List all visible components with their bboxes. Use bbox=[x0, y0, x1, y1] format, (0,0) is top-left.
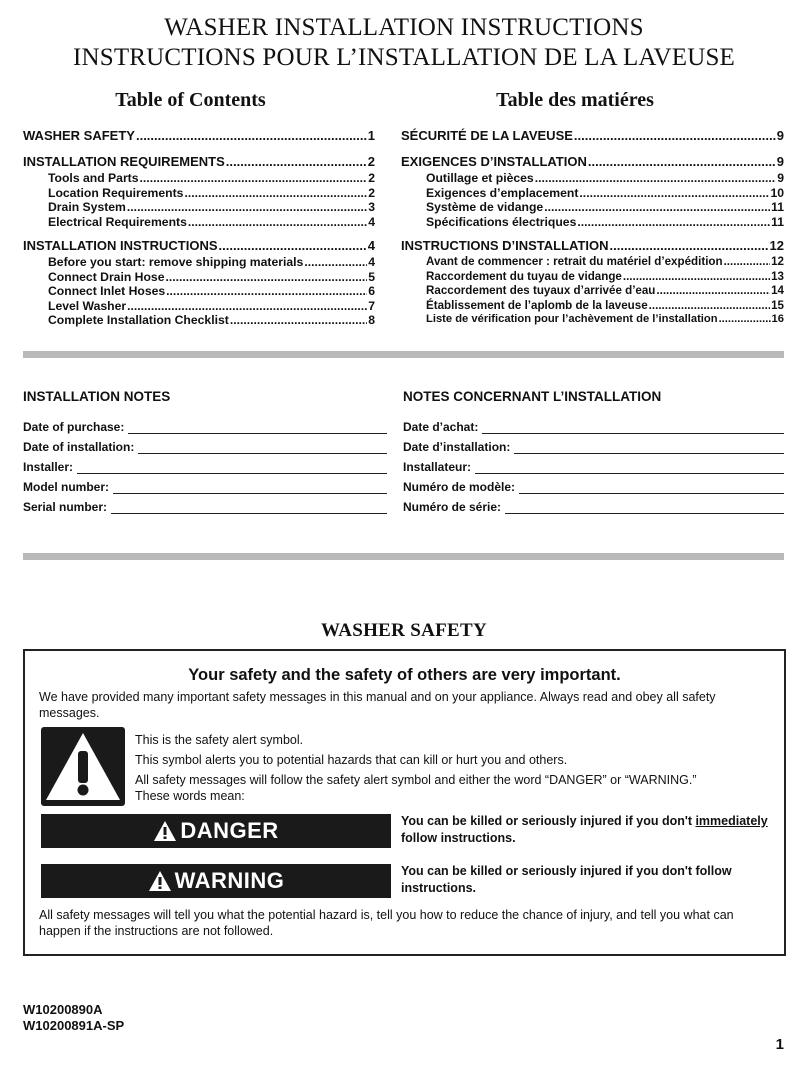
safety-box-heading: Your safety and the safety of others are very important. bbox=[188, 666, 621, 684]
toc-entry[interactable]: INSTALLATION REQUIREMENTS ..... 2 bbox=[23, 154, 375, 171]
note-field[interactable]: Date d’installation: bbox=[403, 434, 784, 454]
symbol-line-3: All safety messages will follow the safety alert symbol and either the word “DANGER” or “WARNING.” bbox=[135, 773, 697, 787]
section-title-washer-safety: WASHER SAFETY bbox=[321, 620, 487, 641]
safety-closing: All safety messages will tell you what the potential hazard is, tell you how to reduce the chance of injury, and tell you what can happen if the instructions are not followed. bbox=[39, 908, 734, 938]
note-field[interactable]: Date of installation: bbox=[23, 434, 387, 454]
toc-subentry[interactable]: Location Requirements ..... 2 bbox=[23, 186, 375, 201]
toc-subentry[interactable]: Outillage et pièces ..... 9 bbox=[401, 171, 784, 186]
fill-line[interactable] bbox=[128, 420, 387, 434]
warning-description: You can be killed or seriously injured if you don't follow instructions. bbox=[401, 864, 732, 895]
warning-banner: WARNING bbox=[41, 864, 391, 898]
toc-french bbox=[401, 128, 784, 328]
symbol-line-2: This symbol alerts you to potential hazards that can kill or hurt you and others. bbox=[135, 753, 568, 767]
note-field[interactable]: Installateur: bbox=[403, 454, 784, 474]
toc-heading-french: Table des matiéres bbox=[496, 89, 654, 111]
toc-subentry[interactable]: Level Washer ..... 7 bbox=[23, 299, 375, 314]
toc-subentry[interactable]: Avant de commencer : retrait du matériel d’expédition ..... 12 bbox=[401, 255, 784, 270]
toc-entry[interactable]: WASHER SAFETY ..... 1 bbox=[23, 128, 375, 145]
toc-subentry[interactable]: Établissement de l’aplomb de la laveuse ..... 15 bbox=[401, 299, 784, 314]
toc-entry[interactable]: INSTALLATION INSTRUCTIONS ..... 4 bbox=[23, 238, 375, 255]
danger-banner: DANGER bbox=[41, 814, 391, 848]
toc-subentry[interactable]: Connect Inlet Hoses ..... 6 bbox=[23, 284, 375, 299]
doc-code-1: W10200890A bbox=[23, 1002, 103, 1017]
toc-entry[interactable]: INSTRUCTIONS D’INSTALLATION ..... 12 bbox=[401, 238, 784, 255]
doc-code-2: W10200891A-SP bbox=[23, 1018, 125, 1033]
fill-line[interactable] bbox=[77, 460, 387, 474]
fill-line[interactable] bbox=[111, 500, 387, 514]
safety-box bbox=[23, 649, 786, 956]
notes-form-english bbox=[23, 414, 387, 514]
title-french: INSTRUCTIONS POUR L’INSTALLATION DE LA LAVEUSE bbox=[72, 44, 736, 71]
note-field[interactable]: Date of purchase: bbox=[23, 414, 387, 434]
fill-line[interactable] bbox=[519, 480, 784, 494]
toc-subentry[interactable]: Exigences d’emplacement ..... 10 bbox=[401, 186, 784, 201]
toc-subentry[interactable]: Drain System ..... 3 bbox=[23, 200, 375, 215]
safety-intro: We have provided many important safety messages in this manual and on your appliance. Always read and obey all safety messages. bbox=[39, 690, 716, 720]
document-codes bbox=[23, 1002, 124, 1034]
note-field[interactable]: Serial number: bbox=[23, 494, 387, 514]
warning-triangle-icon bbox=[41, 727, 125, 806]
toc-heading-english: Table of Contents bbox=[115, 89, 266, 111]
toc-subentry[interactable]: Liste de vérification pour l’achèvement de l’installation ..... 16 bbox=[401, 313, 784, 328]
note-field[interactable]: Installer: bbox=[23, 454, 387, 474]
toc-subentry[interactable]: Connect Drain Hose ..... 5 bbox=[23, 270, 375, 285]
note-field[interactable]: Numéro de série: bbox=[403, 494, 784, 514]
toc-subentry[interactable]: Système de vidange ..... 11 bbox=[401, 200, 784, 215]
note-field[interactable]: Model number: bbox=[23, 474, 387, 494]
toc-entry[interactable]: SÉCURITÉ DE LA LAVEUSE ..... 9 bbox=[401, 128, 784, 145]
safety-alert-symbol bbox=[41, 727, 125, 806]
danger-description: You can be killed or seriously injured if you don't immediately follow instructions. bbox=[401, 814, 768, 845]
fill-line[interactable] bbox=[113, 480, 387, 494]
symbol-line-1: This is the safety alert symbol. bbox=[135, 733, 304, 747]
notes-form-french bbox=[403, 414, 784, 514]
alert-triangle-icon bbox=[148, 870, 172, 892]
toc-subentry[interactable]: Raccordement du tuyau de vidange ..... 13 bbox=[401, 270, 784, 285]
fill-line[interactable] bbox=[514, 440, 784, 454]
title-english: WASHER INSTALLATION INSTRUCTIONS bbox=[164, 14, 644, 41]
toc-subentry[interactable]: Tools and Parts ..... 2 bbox=[23, 171, 375, 186]
fill-line[interactable] bbox=[475, 460, 784, 474]
notes-heading-english: INSTALLATION NOTES bbox=[23, 389, 171, 404]
toc-subentry[interactable]: Raccordement des tuyaux d’arrivée d’eau ..... 14 bbox=[401, 284, 784, 299]
page-number: 1 bbox=[775, 1036, 784, 1053]
toc-subentry[interactable]: Before you start: remove shipping materials ..... 4 bbox=[23, 255, 375, 270]
toc-subentry[interactable]: Complete Installation Checklist ..... 8 bbox=[23, 313, 375, 328]
toc-subentry[interactable]: Spécifications électriques ..... 11 bbox=[401, 215, 784, 230]
toc-english bbox=[23, 128, 375, 328]
divider-rule bbox=[23, 351, 784, 358]
divider-rule bbox=[23, 553, 784, 560]
fill-line[interactable] bbox=[138, 440, 387, 454]
symbol-line-4: These words mean: bbox=[135, 789, 245, 803]
toc-entry[interactable]: EXIGENCES D’INSTALLATION ..... 9 bbox=[401, 154, 784, 171]
alert-triangle-icon bbox=[153, 820, 177, 842]
notes-heading-french: NOTES CONCERNANT L’INSTALLATION bbox=[403, 389, 662, 404]
fill-line[interactable] bbox=[505, 500, 784, 514]
note-field[interactable]: Date d’achat: bbox=[403, 414, 784, 434]
note-field[interactable]: Numéro de modèle: bbox=[403, 474, 784, 494]
toc-subentry[interactable]: Electrical Requirements ..... 4 bbox=[23, 215, 375, 230]
fill-line[interactable] bbox=[482, 420, 784, 434]
